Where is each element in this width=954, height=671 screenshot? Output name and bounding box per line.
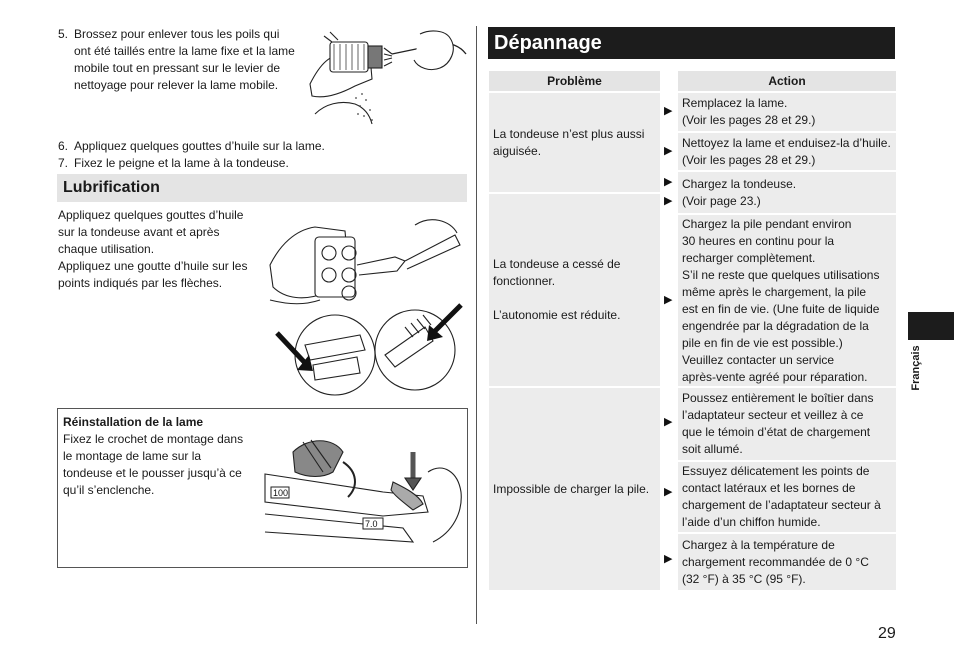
blade-reinstall-illustration (263, 432, 463, 564)
problem-text: La tondeuse a cessé de fonctionner. L’autonomie est réduite. (493, 257, 621, 322)
page-number: 29 (878, 625, 896, 642)
action-cell (678, 388, 896, 460)
action-cell (678, 172, 896, 213)
action-text: Chargez la pile pendant environ 30 heures en continu pour la recharger complètement. S’il ne reste que quelques utilisations même après le chargement, la pile est en fin de vie. (Une fuite de liquide engendrée par la dégradation de la pile en fin de vie est possible.) Veuillez contacter un service après-vente agréé pour réparation. (682, 216, 880, 384)
problem-text: La tondeuse n’est plus aussi aiguisée. (493, 126, 645, 158)
brush-cleaning-illustration (300, 24, 468, 126)
pointer-arrow-icon: ▶ (664, 553, 673, 565)
step-6 (58, 138, 438, 155)
action-cell (678, 215, 896, 386)
step-number: 6. (58, 139, 69, 153)
pointer-arrow-icon: ▶ (664, 176, 673, 188)
problem-cell (489, 194, 660, 386)
header-action: Action (678, 71, 896, 91)
problem-cell (489, 93, 660, 192)
pointer-arrow-icon: ▶ (664, 486, 673, 498)
step-number: 5. (58, 27, 69, 41)
step-number: 7. (58, 156, 69, 170)
lubrification-text: Appliquez quelques gouttes d’huile sur la tondeuse avant et après chaque utilisation. Appliquez une goutte d’huile sur les points indiqués par les flèches. (58, 208, 248, 290)
action-cell (678, 133, 896, 170)
pointer-arrow-icon: ▶ (664, 416, 673, 428)
step-text: Appliquez quelques gouttes d’huile sur la lame. (74, 139, 325, 153)
pointer-arrow-icon: ▶ (664, 195, 673, 207)
problem-text: Impossible de charger la pile. (493, 481, 650, 496)
device-label-a: 100 (273, 488, 289, 498)
reinstall-title: Réinstallation de la lame (63, 415, 204, 429)
action-text: Nettoyez la lame et enduisez-la d’huile. (Voir les pages 28 et 29.) (682, 135, 891, 167)
pointer-arrow-icon: ▶ (664, 105, 673, 117)
action-cell (678, 534, 896, 590)
depannage-title: Dépannage (488, 27, 895, 59)
action-text: Chargez à la température de chargement recommandée de 0 °C (32 °F) à 35 °C (95 °F). (682, 537, 869, 586)
step-5 (58, 26, 308, 96)
lubrification-heading: Lubrification (57, 174, 467, 202)
action-text: Essuyez délicatement les points de contact latéraux et les bornes de chargement de l’adaptateur secteur à l’aide d’un chiffon humide. (682, 464, 881, 529)
action-text: Chargez la tondeuse. (Voir page 23.) (682, 176, 797, 208)
header-problem: Problème (489, 71, 660, 91)
reinstall-text: Fixez le crochet de montage dans le montage de lame sur la tondeuse et le pousser jusqu’à ce qu’il s’enclenche. (63, 432, 244, 497)
device-label-b: 7.0 (365, 519, 378, 529)
action-text: Poussez entièrement le boîtier dans l’adaptateur secteur et veillez à ce que le témoin d’état de chargement soit allumé. (682, 391, 874, 456)
column-divider (476, 26, 477, 624)
problem-cell (489, 388, 660, 590)
pointer-arrow-icon: ▶ (664, 294, 673, 306)
step-text: Brossez pour enlever tous les poils qui ont été taillés entre la lame fixe et la lame mobile tout en pressant sur le levier de nettoyage pour relever la lame mobile. (74, 27, 295, 92)
oiling-illustration (265, 205, 465, 400)
language-label: Français (910, 345, 922, 391)
pointer-arrow-icon: ▶ (664, 145, 673, 157)
step-text: Fixez le peigne et la lame à la tondeuse. (74, 156, 289, 170)
action-cell (678, 462, 896, 532)
action-text: Remplacez la lame. (Voir les pages 28 et 29.) (682, 96, 816, 127)
language-tab (908, 312, 954, 340)
action-cell (678, 93, 896, 131)
step-7 (58, 155, 438, 172)
